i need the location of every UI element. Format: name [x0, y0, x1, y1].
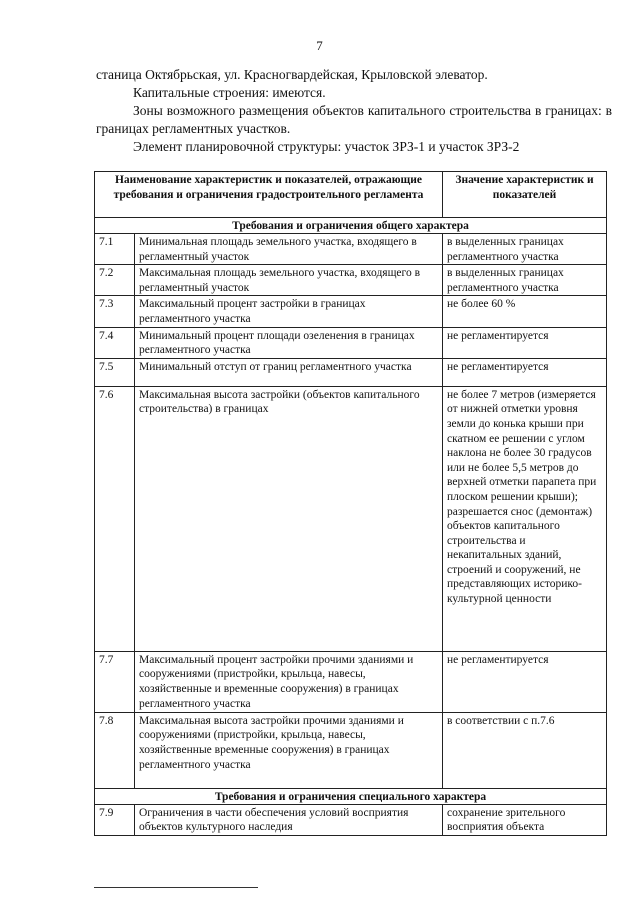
- row-name: Минимальный процент площади озеленения в границах регламентного участка: [135, 327, 443, 358]
- row-name: Максимальная площадь земельного участка, входящего в регламентный участок: [135, 265, 443, 296]
- table-header-row: [95, 172, 607, 218]
- row-number: 7.2: [95, 265, 135, 296]
- row-number: 7.6: [95, 386, 135, 651]
- intro-buildings: Капитальные строения: имеются.: [133, 85, 326, 100]
- row-value: не регламентируется: [443, 651, 607, 712]
- section-special: Требования и ограничения специального характера: [95, 788, 607, 804]
- table-row: [95, 265, 607, 296]
- row-number: 7.8: [95, 712, 135, 788]
- row-number: 7.3: [95, 296, 135, 327]
- table-row: [95, 712, 607, 788]
- header-name: Наименование характеристик и показателей, отражающие требования и ограничения градостроительного регламента: [95, 172, 443, 218]
- intro-zones: Зоны возможного размещения объектов капитального строительства в границах: в границах регламентных участков.: [96, 103, 612, 136]
- row-value: в выделенных границах регламентного участка: [443, 265, 607, 296]
- intro-text: [96, 66, 612, 156]
- row-value: не регламентируется: [443, 358, 607, 386]
- row-name: Максимальная высота застройки (объектов капитального строительства) в границах: [135, 386, 443, 651]
- row-value: в соответствии с п.7.6: [443, 712, 607, 788]
- row-name: Максимальный процент застройки прочими зданиями и сооружениями (пристройки, крыльца, навесы, хозяйственные и временные сооружения) в границах регламентного участка: [135, 651, 443, 712]
- footnote-divider: [94, 887, 258, 888]
- row-name: Максимальный процент застройки в границах регламентного участка: [135, 296, 443, 327]
- row-number: 7.1: [95, 234, 135, 265]
- row-value: в выделенных границах регламентного участка: [443, 234, 607, 265]
- header-value: Значение характеристик и показателей: [443, 172, 607, 218]
- row-value: не более 7 метров (измеряется от нижней отметки уровня земли до конька крыши при скатном ее решении с углом наклона не более 30 градусов или не более 5,5 метров до верхней отметки парапета при плоском решении крыши); разрешается снос (демонтаж) объектов капитального строительства и некапитальных зданий, строений и сооружений, не представляющих историко-культурной ценности: [443, 386, 607, 651]
- row-number: 7.5: [95, 358, 135, 386]
- section-row: [95, 218, 607, 234]
- row-value: не регламентируется: [443, 327, 607, 358]
- intro-address: станица Октябрьская, ул. Красногвардейская, Крыловской элеватор.: [96, 67, 488, 82]
- row-name: Минимальный отступ от границ регламентного участка: [135, 358, 443, 386]
- row-value: сохранение зрительного восприятия объекта: [443, 804, 607, 835]
- row-number: 7.7: [95, 651, 135, 712]
- table-row: [95, 358, 607, 386]
- intro-element: Элемент планировочной структуры: участок ЗРЗ-1 и участок ЗРЗ-2: [133, 139, 520, 154]
- row-name: Минимальная площадь земельного участка, входящего в регламентный участок: [135, 234, 443, 265]
- table-row: [95, 327, 607, 358]
- row-number: 7.9: [95, 804, 135, 835]
- table-row: [95, 234, 607, 265]
- section-general: Требования и ограничения общего характера: [95, 218, 607, 234]
- table-row: [95, 651, 607, 712]
- row-number: 7.4: [95, 327, 135, 358]
- table-row: [95, 804, 607, 835]
- table-row: [95, 386, 607, 651]
- row-value: не более 60 %: [443, 296, 607, 327]
- table-row: [95, 296, 607, 327]
- page-number: 7: [316, 38, 323, 53]
- section-row: [95, 788, 607, 804]
- row-name: Ограничения в части обеспечения условий восприятия объектов культурного наследия: [135, 804, 443, 835]
- regulation-table: [94, 171, 607, 836]
- row-name: Максимальная высота застройки прочими зданиями и сооружениями (пристройки, крыльца, навесы, хозяйственные временные сооружения) в границах регламентного участка: [135, 712, 443, 788]
